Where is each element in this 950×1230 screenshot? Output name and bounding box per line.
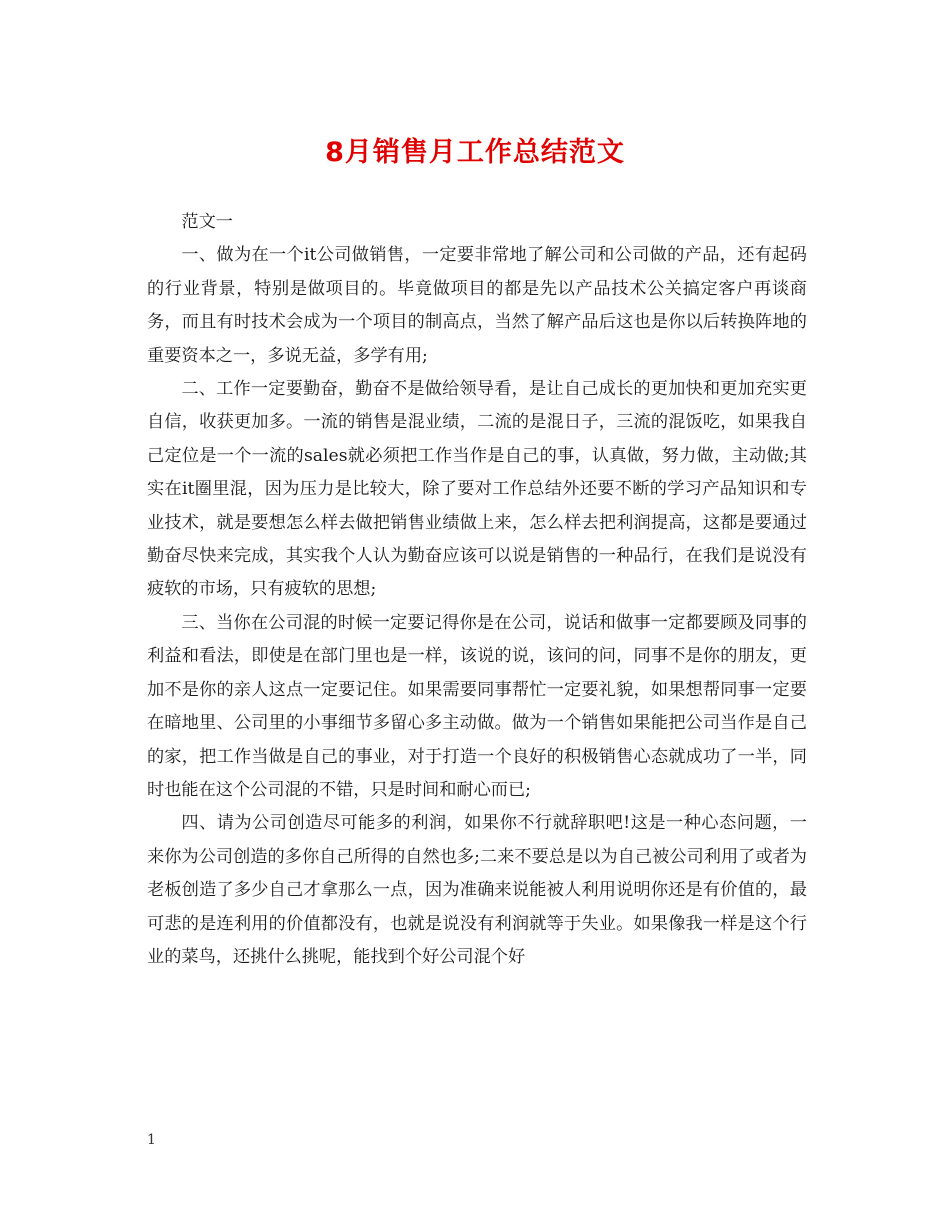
paragraph-3: 三、当你在公司混的时候一定要记得你是在公司，说话和做事一定都要顾及同事的利益和看法，即使是在部门里也是一样，该说的说，该问的问，同事不是你的朋友，更加不是你的亲人这点一定要记住。如果需要同事帮忙一定要礼貌，如果想帮同事一定要在暗地里、公司里的小事细节多留心多主动做。做为一个销售如果能把公司当作是自己的家，把工作当做是自己的事业，对于打造一个良好的积极销售心态就成功了一半，同时也能在这个公司混的不错，只是时间和耐心而已;: [147, 612, 807, 800]
section-label: 范文一: [181, 212, 233, 232]
paragraph-2: 二、工作一定要勤奋，勤奋不是做给领导看，是让自己成长的更加快和更加充实更自信，收获更加多。一流的销售是混业绩，二流的是混日子，三流的混饭吃，如果我自己定位是一个一流的sales就必须把工作当作是自己的事，认真做，努力做，主动做;其实在it圈里混，因为压力是比较大，除了要对工作总结外还要不断的学习产品知识和专业技术，就是要想怎么样去做把销售业绩做上来，怎么样去把利润提高，这都是要通过勤奋尽快来完成，其实我个人认为勤奋应该可以说是销售的一种品行，在我们是说没有疲软的市场，只有疲软的思想;: [147, 379, 807, 600]
document-body: [147, 206, 807, 974]
page-number: 1: [147, 1132, 156, 1148]
document-title: 8月销售月工作总结范文: [325, 137, 625, 168]
paragraph-1: 一、做为在一个it公司做销售，一定要非常地了解公司和公司做的产品，还有起码的行业背景，特别是做项目的。毕竟做项目的都是先以产品技术公关搞定客户再谈商务，而且有时技术会成为一个项目的制高点，当然了解产品后这也是你以后转换阵地的重要资本之一，多说无益，多学有用;: [147, 245, 807, 366]
paragraph-4: 四、请为公司创造尽可能多的利润，如果你不行就辞职吧!这是一种心态问题，一来你为公司创造的多你自己所得的自然也多;二来不要总是以为自己被公司利用了或者为老板创造了多少自己才拿那么一点，因为准确来说能被人利用说明你还是有价值的，最可悲的是连利用的价值都没有，也就是说没有利润就等于失业。如果像我一样是这个行业的菜鸟，还挑什么挑呢，能找到个好公司混个好: [147, 813, 807, 967]
